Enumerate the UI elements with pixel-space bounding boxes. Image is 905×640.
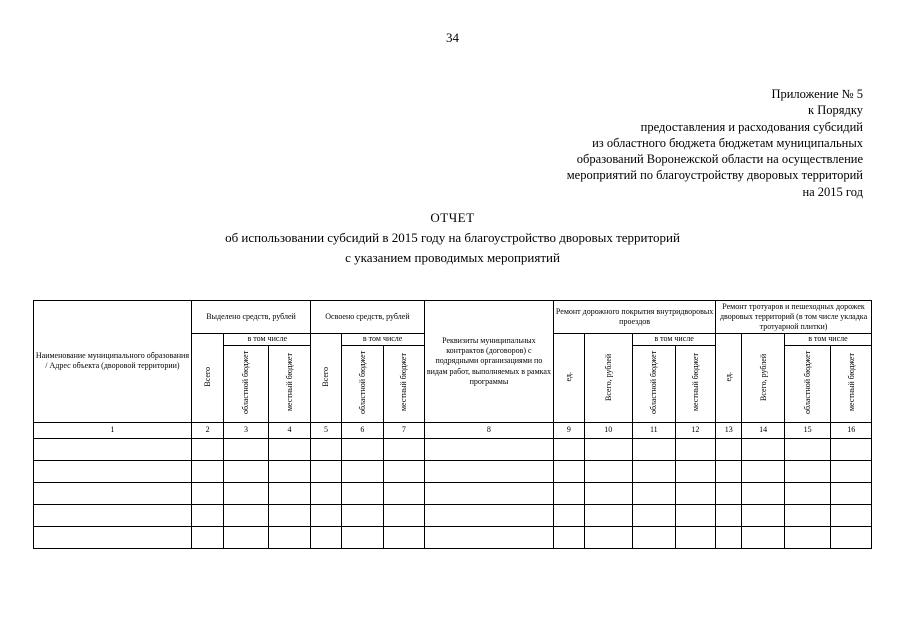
table-cell[interactable] xyxy=(191,438,223,460)
appendix-line-6: мероприятий по благоустройству дворовых территорий xyxy=(566,168,863,183)
table-cell[interactable] xyxy=(384,526,425,548)
header-road-including: в том числе xyxy=(633,334,716,346)
table-cell[interactable] xyxy=(831,482,872,504)
table-column-numbers-row xyxy=(34,422,872,438)
table-cell[interactable] xyxy=(311,438,341,460)
table-cell[interactable] xyxy=(341,482,384,504)
title-subline-1: об использовании субсидий в 2015 году на благоустройство дворовых территорий xyxy=(225,230,680,245)
column-number: 4 xyxy=(268,422,311,438)
appendix-line-7: на 2015 год xyxy=(802,184,863,199)
header-spent-regional-label: областной бюджет xyxy=(357,350,367,415)
table-cell[interactable] xyxy=(224,438,269,460)
table-cell[interactable] xyxy=(584,482,633,504)
table-header-row-1 xyxy=(34,301,872,334)
column-number: 11 xyxy=(633,422,676,438)
table-cell[interactable] xyxy=(34,438,192,460)
column-number: 5 xyxy=(311,422,341,438)
table-cell[interactable] xyxy=(675,482,715,504)
table-cell[interactable] xyxy=(675,504,715,526)
column-number: 12 xyxy=(675,422,715,438)
column-number: 8 xyxy=(424,422,554,438)
header-sidewalk-regional-label: областной бюджет xyxy=(803,350,813,415)
table-cell[interactable] xyxy=(341,438,384,460)
table-cell[interactable] xyxy=(784,460,831,482)
header-road-unit xyxy=(554,334,584,423)
table-cell[interactable] xyxy=(675,438,715,460)
header-road-repair: Ремонт дорожного покрытия внутридворовых проездов xyxy=(554,301,716,334)
table-cell[interactable] xyxy=(424,438,554,460)
table-cell[interactable] xyxy=(716,460,742,482)
header-road-regional-label: областной бюджет xyxy=(649,350,659,415)
column-number: 2 xyxy=(191,422,223,438)
table-cell[interactable] xyxy=(742,438,785,460)
table-cell[interactable] xyxy=(584,504,633,526)
table-row[interactable] xyxy=(34,482,872,504)
table-cell[interactable] xyxy=(831,438,872,460)
table-cell[interactable] xyxy=(784,482,831,504)
table-cell[interactable] xyxy=(34,526,192,548)
table-cell[interactable] xyxy=(34,460,192,482)
table-cell[interactable] xyxy=(191,526,223,548)
table-cell[interactable] xyxy=(554,482,584,504)
table-cell[interactable] xyxy=(384,482,425,504)
header-road-total xyxy=(584,334,633,423)
header-sidewalk-total xyxy=(742,334,785,423)
table-row[interactable] xyxy=(34,438,872,460)
table-cell[interactable] xyxy=(34,504,192,526)
table-cell[interactable] xyxy=(34,482,192,504)
header-sidewalk-local xyxy=(831,345,872,422)
header-sidewalk-local-label: местный бюджет xyxy=(846,353,856,412)
table-cell[interactable] xyxy=(716,526,742,548)
column-number: 10 xyxy=(584,422,633,438)
column-number: 13 xyxy=(716,422,742,438)
table-cell[interactable] xyxy=(742,504,785,526)
header-sidewalk-total-label: Всего, рублей xyxy=(758,352,768,401)
table-cell[interactable] xyxy=(716,482,742,504)
table-cell[interactable] xyxy=(584,438,633,460)
header-sidewalk-regional xyxy=(784,345,831,422)
header-allocated-local-label: местный бюджет xyxy=(284,353,294,412)
header-sidewalk-repair: Ремонт тротуаров и пешеходных дорожек дворовых территорий (в том числе укладка тротуарной плитки) xyxy=(716,301,872,334)
table-cell[interactable] xyxy=(784,526,831,548)
header-spent-local-label: местный бюджет xyxy=(399,353,409,412)
column-number: 14 xyxy=(742,422,785,438)
table-cell[interactable] xyxy=(424,482,554,504)
header-sidewalk-including: в том числе xyxy=(784,334,871,346)
table-cell[interactable] xyxy=(831,504,872,526)
appendix-line-1: Приложение № 5 xyxy=(771,87,863,101)
table-cell[interactable] xyxy=(224,460,269,482)
header-allocated-local xyxy=(268,345,311,422)
table-cell[interactable] xyxy=(633,460,676,482)
title-subline-2: с указанием проводимых мероприятий xyxy=(345,250,560,265)
column-number: 7 xyxy=(384,422,425,438)
table-cell[interactable] xyxy=(224,482,269,504)
table-cell[interactable] xyxy=(268,460,311,482)
header-spent-regional xyxy=(341,345,384,422)
table-cell[interactable] xyxy=(716,438,742,460)
table-row[interactable] xyxy=(34,504,872,526)
table-cell[interactable] xyxy=(424,526,554,548)
column-number: 3 xyxy=(224,422,269,438)
header-requisites: Реквизиты муниципальных контрактов (договоров) с подрядными организациями по видам работ, выполняемых в рамках программы xyxy=(424,301,554,423)
table-cell[interactable] xyxy=(384,460,425,482)
column-number: 15 xyxy=(784,422,831,438)
table-cell[interactable] xyxy=(784,438,831,460)
report-table xyxy=(33,300,872,549)
table-cell[interactable] xyxy=(268,438,311,460)
table-cell[interactable] xyxy=(341,526,384,548)
table-cell[interactable] xyxy=(424,460,554,482)
table-cell[interactable] xyxy=(311,482,341,504)
document-title xyxy=(0,208,905,268)
column-number: 6 xyxy=(341,422,384,438)
table-cell[interactable] xyxy=(384,504,425,526)
table-cell[interactable] xyxy=(384,438,425,460)
table-cell[interactable] xyxy=(554,438,584,460)
table-row[interactable] xyxy=(34,460,872,482)
table-cell[interactable] xyxy=(633,438,676,460)
header-road-total-label: Всего, рублей xyxy=(603,352,613,401)
table-cell[interactable] xyxy=(584,460,633,482)
table-cell[interactable] xyxy=(584,526,633,548)
table-cell[interactable] xyxy=(784,504,831,526)
table-cell[interactable] xyxy=(633,526,676,548)
column-number: 16 xyxy=(831,422,872,438)
table-cell[interactable] xyxy=(424,504,554,526)
table-cell[interactable] xyxy=(191,482,223,504)
header-allocated-regional-label: областной бюджет xyxy=(241,350,251,415)
header-allocated-including: в том числе xyxy=(224,334,311,346)
table-cell[interactable] xyxy=(742,526,785,548)
table-cell[interactable] xyxy=(341,504,384,526)
column-number: 9 xyxy=(554,422,584,438)
table-cell[interactable] xyxy=(268,526,311,548)
table-cell[interactable] xyxy=(554,526,584,548)
appendix-block xyxy=(423,86,863,200)
table-cell[interactable] xyxy=(341,460,384,482)
header-road-unit-label: ед. xyxy=(564,371,574,382)
table-cell[interactable] xyxy=(191,460,223,482)
table-cell[interactable] xyxy=(716,504,742,526)
appendix-line-5: образований Воронежской области на осуществление xyxy=(576,152,863,167)
table-cell[interactable] xyxy=(831,460,872,482)
table-cell[interactable] xyxy=(742,460,785,482)
table-cell[interactable] xyxy=(554,504,584,526)
table-cell[interactable] xyxy=(675,526,715,548)
header-spent-including: в том числе xyxy=(341,334,424,346)
column-number: 1 xyxy=(34,422,192,438)
table-cell[interactable] xyxy=(311,504,341,526)
header-allocated: Выделено средств, рублей xyxy=(191,301,310,334)
header-road-local-label: местный бюджет xyxy=(690,353,700,412)
page-number: 34 xyxy=(446,30,459,45)
header-sidewalk-unit-label: ед. xyxy=(724,371,734,382)
header-spent: Освоено средств, рублей xyxy=(311,301,424,334)
header-allocated-total xyxy=(191,334,223,423)
table-row[interactable] xyxy=(34,526,872,548)
header-object-name: Наименование муниципального образования / Адрес объекта (дворовой территории) xyxy=(34,301,192,423)
header-sidewalk-unit xyxy=(716,334,742,423)
table-cell[interactable] xyxy=(675,460,715,482)
table-cell[interactable] xyxy=(633,482,676,504)
table-cell[interactable] xyxy=(268,504,311,526)
table-cell[interactable] xyxy=(742,482,785,504)
table-cell[interactable] xyxy=(831,526,872,548)
table-cell[interactable] xyxy=(224,526,269,548)
header-allocated-total-label: Всего xyxy=(202,366,212,387)
table-cell[interactable] xyxy=(311,460,341,482)
header-spent-total-label: Всего xyxy=(321,366,331,387)
header-road-regional xyxy=(633,345,676,422)
table-cell[interactable] xyxy=(311,526,341,548)
appendix-line-3: предоставления и расходования субсидий xyxy=(640,119,863,134)
page-title: ОТЧЕТ xyxy=(430,210,475,225)
appendix-line-4: из областного бюджета бюджетам муниципальных xyxy=(592,135,863,150)
appendix-line-2: к Порядку xyxy=(808,103,863,118)
table-cell[interactable] xyxy=(554,460,584,482)
header-spent-local xyxy=(384,345,425,422)
table-cell[interactable] xyxy=(268,482,311,504)
header-spent-total xyxy=(311,334,341,423)
table-cell[interactable] xyxy=(191,504,223,526)
table-cell[interactable] xyxy=(633,504,676,526)
header-allocated-regional xyxy=(224,345,269,422)
header-road-local xyxy=(675,345,715,422)
table-cell[interactable] xyxy=(224,504,269,526)
